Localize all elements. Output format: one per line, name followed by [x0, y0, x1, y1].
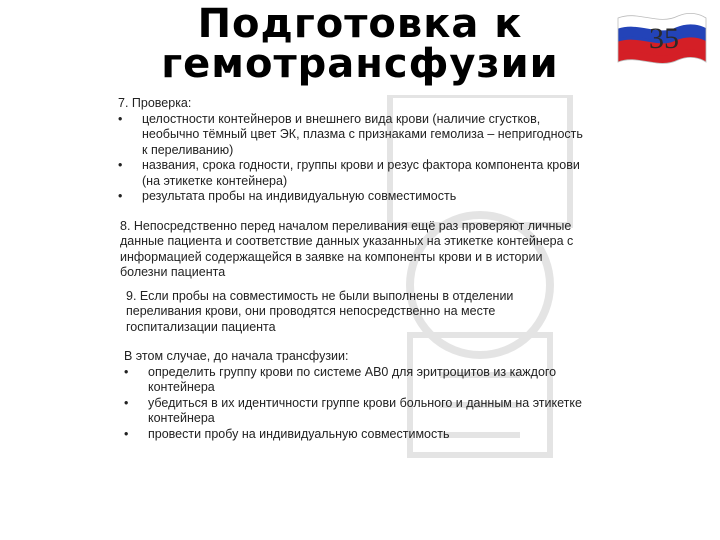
slide-number: 35: [649, 22, 679, 55]
list-item: • убедиться в их идентичности группе крови больного и данным на этикетке контейнера: [124, 395, 582, 425]
list-item: • провести пробу на индивидуальную совместимость: [124, 426, 450, 441]
case-section: [118, 349, 588, 442]
title-line-1: Подготовка к: [197, 1, 523, 47]
slide-title: [130, 1, 590, 87]
bullet-icon: •: [124, 395, 129, 410]
section-7-heading: 7. Проверка:: [118, 96, 192, 110]
list-item: • определить группу крови по системе АВ0 для эритроцитов из каждого контейнера: [124, 364, 557, 394]
bullet-icon: •: [124, 426, 129, 441]
section-8-text: 8. Непосредственно перед началом переливания ещё раз проверяют личные данные пациента и соответствие данных указанных на этикетке контейнера с информацией содержащейся в заявке на компоненты крови и в истории болезни пациента: [120, 218, 574, 279]
bullet-icon: •: [118, 189, 123, 203]
list-item: • результата пробы на индивидуальную совместимость: [118, 189, 457, 203]
section-7: [118, 96, 588, 205]
case-heading: В этом случае, до начала трансфузии:: [124, 349, 349, 363]
list-item: • названия, срока годности, группы крови и резус фактора компонента крови (на этикетке контейнера): [118, 158, 580, 188]
section-9-text: 9. Если пробы на совместимость не были выполнены в отделении переливания крови, они проводятся непосредственно на месте госпитализации пациента: [126, 288, 514, 334]
bullet-icon: •: [124, 364, 129, 379]
slide-content: [118, 96, 588, 442]
title-line-2: гемотрансфузии: [161, 41, 559, 87]
bullet-icon: •: [118, 158, 123, 172]
list-item: • целостности контейнеров и внешнего вида крови (наличие сгустков, необычно тёмный цвет ЭК, плазма с признаками гемолиза – непригодность к переливанию): [118, 111, 583, 157]
bullet-icon: •: [118, 111, 123, 126]
